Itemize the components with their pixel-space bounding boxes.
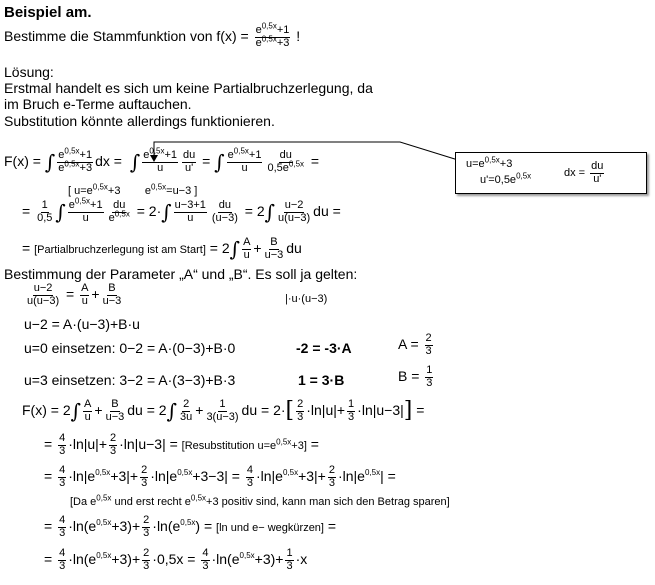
substitution-box [455, 152, 647, 194]
u0-result: -2 = -3·A [296, 340, 352, 356]
eq-row-3: = [Partialbruchzerlegung ist am Start] = 2∫ $\frac{A}{u}$ + $\frac{B}{u-3}$ du [22, 236, 302, 262]
task-suffix: ! [296, 27, 301, 44]
task-prefix: Bestimme die Stammfunktion von f(x) = [4, 27, 249, 44]
task-denominator: $e^{0,5x}+3$ [255, 33, 290, 49]
params-equation: $\frac{u-2}{u(u-3)}$ = $\frac{A}{u}$ + $\frac{B}{u-3}$ [27, 282, 122, 307]
eq-row-6: = $\frac{4}{3}$ $\cdot\ln|e^{0,5x}+3|+$ $\frac{2}{3}$ $\cdot\ln|e^{0,5x}+3-3|$ = $\frac{4}{3}$ $\cdot\ln|e^{0,5x}+3|+$ $\frac{2}{3}$ $\cdot\ln|e^{0,5x}|$ = [44, 464, 396, 489]
note-partial: [Partialbruchzerlegung ist am Start] [34, 243, 206, 256]
sidebox-dx-fraction [590, 161, 604, 185]
note-resubst: [Resubstitution $u=e^{0,5x}+3$] [181, 437, 307, 452]
note-betrag: [Da $e^{0,5x}$ und erst recht $e^{0,5x}+3$ positiv sind, kann man sich den Betrag sparen] [70, 493, 450, 508]
eq-row-4: F(x) = 2∫ $\frac{A}{u}$ + $\frac{B}{u-3}$ du = 2∫ $\frac{2}{3u}$ + $\frac{1}{3(u-3)}$ du = 2·[ $\frac{2}{3}$ ·ln|u|+ $\frac{1}{3}$ ·ln|u−3|] = [22, 398, 425, 424]
task-line [4, 21, 301, 49]
u3-text: u=3 einsetzen: 3−2 = A·(3−3)+B·3 [24, 372, 236, 388]
params-eq-line: u−2 = A·(u−3)+B·u [24, 316, 140, 332]
u3-result: 1 = 3·B [298, 372, 345, 388]
eq-row-8: = $\frac{4}{3}$ $\cdot\ln(e^{0,5x}+3)+$ $\frac{2}{3}$ ·0,5x = $\frac{4}{3}$ $\cdot\ln(e^{0,5x}+3)+$ $\frac{1}{3}$ ·x [44, 547, 308, 572]
sidebox-u-def: $u=e^{0,5x}+3$ [466, 155, 513, 170]
solution-line-2: im Bruch e-Terme auftauchen. [4, 96, 192, 112]
page-title: Beispiel am. [4, 4, 92, 21]
u0-text: u=0 einsetzen: 0−2 = A·(0−3)+B·0 [24, 340, 236, 356]
task-numerator: $e^{0,5x}+1$ [255, 21, 290, 36]
eq-row-5: = $\frac{4}{3}$ ·ln|u|+ $\frac{2}{3}$ ·ln|u−3| = [Resubstitution $u=e^{0,5x}+3$] = [44, 432, 319, 457]
sidebox-u-prime: $u'=0,5e^{0,5x}$ [480, 171, 532, 186]
sidebox-dx-den: u' [593, 172, 602, 185]
solution-label: Lösung: [4, 64, 54, 80]
u0-a-label: A = [398, 335, 419, 352]
solution-line-3: Substitution könnte allerdings funktionieren. [4, 113, 275, 129]
eq-row-1: F(x) = ∫ $\frac{e^{0,5x}+1}{e^{0,5x}+3}$ dx = ∫ $\frac{e^{0,5x}+1}{u}$ $\frac{du}{u'}$ = ∫ $\frac{e^{0,5x}+1}{u}$ $\frac{du}{0,5e^{0,5x}}$ = [4, 146, 320, 175]
params-heading: Bestimmung der Parameter „A“ und „B“. Es soll ja gelten: [4, 266, 358, 282]
eq-row-7: = $\frac{4}{3}$ $\cdot\ln(e^{0,5x}+3)+$ $\frac{2}{3}$ $\cdot\ln(e^{0,5x}) = [\ln$ und e− wegkürzen] = [44, 514, 337, 539]
sidebox-dx-num: du [591, 160, 604, 172]
sidebox-dx-label: dx = [564, 166, 586, 179]
params-mult: |·u·(u−3) [285, 293, 328, 305]
eq-row-2: = $\frac{1}{0,5}$ ∫ $\frac{e^{0,5x}+1}{u}$ $\frac{du}{e^{0,5x}}$ = 2·∫ $\frac{u-3+1}{u}$ $\frac{du}{(u-3)}$ = 2∫ $\frac{u-2}{u(u-3)}$ du = [22, 196, 341, 225]
solution-line-1: Erstmal handelt es sich um keine Partialbruchzerlegung, da [4, 80, 373, 96]
u3-b-value: B = $\frac{1}{3}$ [398, 364, 433, 389]
subst-note: [ $u=e^{0,5x}+3$ $e^{0,5x}=u-3$ ] [68, 182, 198, 197]
sidebox-dx [564, 161, 606, 185]
u3-b-label: B = [398, 367, 420, 384]
note-ln-e: [ln und e− wegkürzen] [216, 521, 324, 534]
task-fraction [255, 21, 291, 49]
u0-a-value: A = $\frac{2}{3}$ [398, 332, 432, 357]
